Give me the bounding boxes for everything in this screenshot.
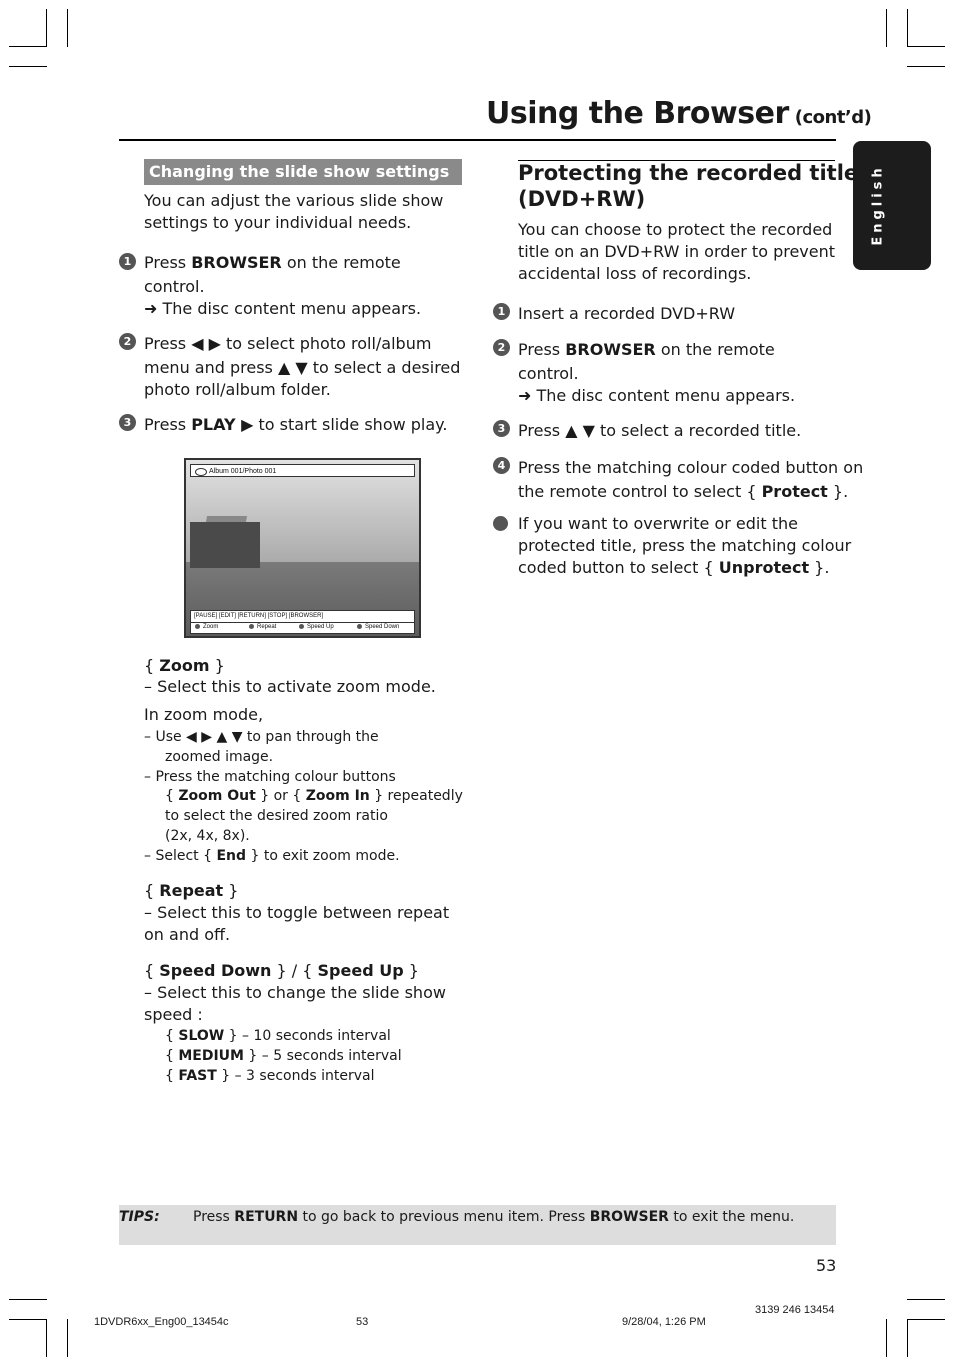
step-number: 1 xyxy=(119,253,136,270)
step-number: 3 xyxy=(493,420,510,437)
step-text: Press the matching colour coded button on xyxy=(518,458,864,477)
intro-line: accidental loss of recordings. xyxy=(518,264,752,283)
zoom-instruction: – Use ◀ ▶ ▲ ▼ to pan through the xyxy=(144,729,379,745)
step-text: Press ▲ ▼ to select a recorded title. xyxy=(518,421,802,440)
title-rule xyxy=(119,139,836,141)
language-tab xyxy=(853,141,931,270)
section-heading: Changing the slide show settings xyxy=(144,159,462,185)
step-number: 3 xyxy=(119,414,136,431)
intro-line: You can choose to protect the recorded xyxy=(518,220,833,239)
screen-title-bar xyxy=(190,464,415,477)
step-text: Press ◀ ▶ to select photo roll/album xyxy=(144,334,432,353)
crop-mark xyxy=(46,9,47,47)
crop-mark xyxy=(67,9,68,47)
footer-date: 9/28/04, 1:26 PM xyxy=(622,1316,706,1328)
step-text: the remote control to select { Protect }. xyxy=(518,482,849,501)
option-desc: – Select this to change the slide show xyxy=(144,983,446,1002)
crop-mark xyxy=(9,1299,47,1300)
disc-icon xyxy=(195,468,207,476)
step-number: 2 xyxy=(119,333,136,350)
step-number: 2 xyxy=(493,339,510,356)
colour-button-icon xyxy=(299,624,304,629)
section-heading xyxy=(518,160,858,212)
zoom-mode-label: In zoom mode, xyxy=(144,705,264,724)
step-number: 4 xyxy=(493,457,510,474)
bullet-text: coded button to select { Unprotect }. xyxy=(518,558,830,577)
section-heading-line: (DVD+RW) xyxy=(518,187,646,211)
crop-mark xyxy=(886,9,887,47)
step-text: Insert a recorded DVD+RW xyxy=(518,304,736,323)
bullet-text: If you want to overwrite or edit the xyxy=(518,514,798,533)
crop-mark xyxy=(67,1319,68,1357)
page-number: 53 xyxy=(816,1256,837,1275)
intro-line: You can adjust the various slide show xyxy=(144,191,444,210)
step-text: Press PLAY ▶ to start slide show play. xyxy=(144,415,448,434)
screen-title: Album 001/Photo 001 xyxy=(209,468,277,475)
crop-mark xyxy=(9,66,47,67)
step-text: Press BROWSER on the remote xyxy=(144,253,401,272)
bullet-icon xyxy=(493,516,508,531)
zoom-instruction: to select the desired zoom ratio xyxy=(165,808,388,824)
footer-file: 1DVDR6xx_Eng00_13454c xyxy=(94,1316,229,1328)
step-result: ➜ The disc content menu appears. xyxy=(518,386,796,405)
speed-setting: { FAST } – 3 seconds interval xyxy=(165,1068,375,1084)
step-text: Press BROWSER on the remote xyxy=(518,340,775,359)
zoom-instruction: { Zoom Out } or { Zoom In } repeatedly xyxy=(165,788,463,804)
step-number: 1 xyxy=(493,303,510,320)
screen-control-bar xyxy=(190,610,415,634)
crop-mark xyxy=(907,9,908,47)
option-desc: – Select this to activate zoom mode. xyxy=(144,677,436,696)
footer-code: 3139 246 13454 xyxy=(755,1304,835,1316)
bullet-text: protected title, press the matching colour xyxy=(518,536,852,555)
option-desc: on and off. xyxy=(144,925,231,944)
option-desc: speed : xyxy=(144,1005,203,1024)
crop-mark xyxy=(907,1319,908,1357)
screen-option: Speed Up xyxy=(299,624,334,630)
zoom-instruction: (2x, 4x, 8x). xyxy=(165,828,250,844)
crop-mark xyxy=(9,46,47,47)
section-heading-line: Protecting the recorded title xyxy=(518,161,859,185)
crop-mark xyxy=(907,46,945,47)
page-title-text: Using the Browser xyxy=(486,96,789,131)
screen-divider xyxy=(191,622,414,623)
zoom-instruction: – Press the matching colour buttons xyxy=(144,769,396,785)
crop-mark xyxy=(46,1319,47,1357)
option-desc: – Select this to toggle between repeat xyxy=(144,903,450,922)
page-title-suffix: (cont’d) xyxy=(794,107,872,128)
tips-text: Press RETURN to go back to previous menu item. Press BROWSER to exit the menu. xyxy=(193,1209,795,1225)
crop-mark xyxy=(907,1299,945,1300)
colour-button-icon xyxy=(249,624,254,629)
zoom-instruction: zoomed image. xyxy=(165,749,274,765)
intro-line: settings to your individual needs. xyxy=(144,213,412,232)
option-heading: { Speed Down } / { Speed Up } xyxy=(144,961,419,980)
page-title xyxy=(486,96,871,131)
speed-setting: { MEDIUM } – 5 seconds interval xyxy=(165,1048,402,1064)
screen-option: Zoom xyxy=(195,624,218,630)
option-heading: { Zoom } xyxy=(144,656,225,675)
step-text: control. xyxy=(518,364,579,383)
intro-line: title on an DVD+RW in order to prevent xyxy=(518,242,836,261)
step-result: ➜ The disc content menu appears. xyxy=(144,299,422,318)
step-text: control. xyxy=(144,277,205,296)
crop-mark xyxy=(907,1319,945,1320)
speed-setting: { SLOW } – 10 seconds interval xyxy=(165,1028,391,1044)
footer-page: 53 xyxy=(356,1316,369,1328)
crop-mark xyxy=(9,1319,47,1320)
step-text: photo roll/album folder. xyxy=(144,380,331,399)
colour-button-icon xyxy=(357,624,362,629)
photo-house xyxy=(190,522,260,568)
slideshow-screen-image xyxy=(184,458,421,638)
colour-button-icon xyxy=(195,624,200,629)
crop-mark xyxy=(886,1319,887,1357)
screen-option: Speed Down xyxy=(357,624,399,630)
tips-label: TIPS: xyxy=(119,1209,160,1225)
crop-mark xyxy=(907,66,945,67)
screen-option: Repeat xyxy=(249,624,276,630)
option-heading: { Repeat } xyxy=(144,881,239,900)
step-text: menu and press ▲ ▼ to select a desired xyxy=(144,358,461,377)
zoom-instruction: – Select { End } to exit zoom mode. xyxy=(144,848,400,864)
language-tab-label: English xyxy=(870,164,886,246)
screen-keys: [PAUSE] [EDIT] [RETURN] [STOP] [BROWSER] xyxy=(194,613,324,619)
